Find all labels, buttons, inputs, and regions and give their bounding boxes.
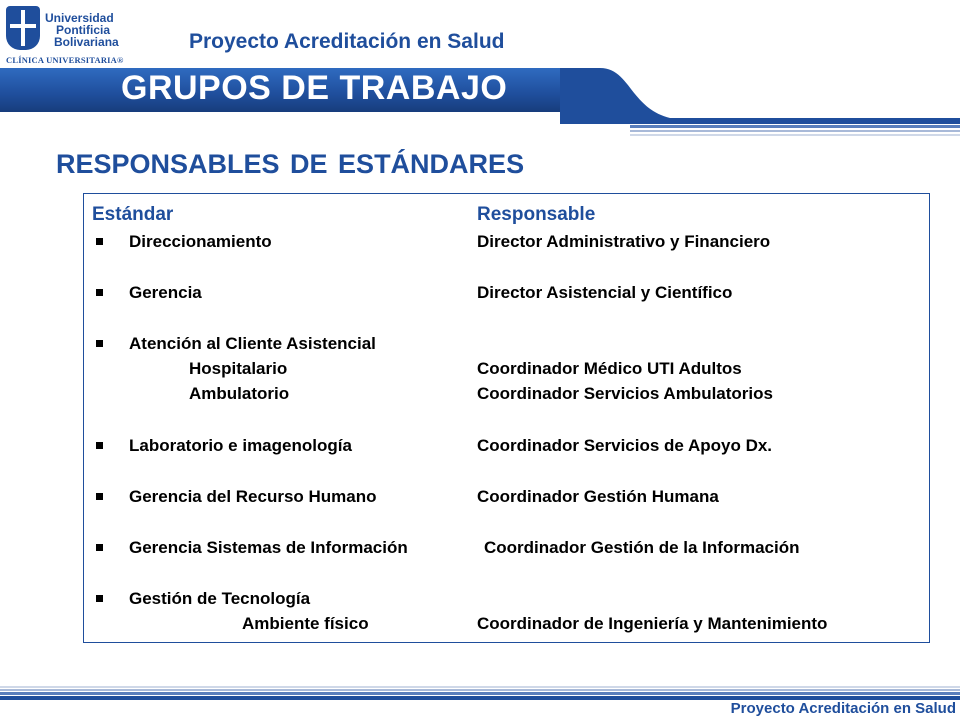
university-logo [4,4,134,64]
responsable-gerencia: Director Asistencial y Científico [477,283,733,302]
estandar-laboratorio: Laboratorio e imagenología [129,436,352,455]
responsable-hospitalario: Coordinador Médico UTI Adultos [477,359,742,378]
responsable-ambulatorio: Coordinador Servicios Ambulatorios [477,384,773,403]
logo-line-1: Universidad [45,11,114,25]
main-title: GRUPOS DE TRABAJO [121,69,508,107]
footer-band [0,686,960,700]
responsable-laboratorio: Coordinador Servicios de Apoyo Dx. [477,436,773,455]
logo-clinica: CLÍNICA UNIVERSITARIA® [6,55,124,65]
responsable-sistemas-informacion: Coordinador Gestión de la Información [484,538,800,557]
column-header-estandar: Estándar [92,204,174,225]
footer-text: Proyecto Acreditación en Salud [730,700,956,717]
standards-table [83,193,930,643]
bullet-icon [96,442,103,449]
bullet-icon [96,544,103,551]
responsable-direccionamiento: Director Administrativo y Financiero [477,232,771,251]
estandar-gerencia: Gerencia [129,283,202,302]
shield-icon [6,6,40,50]
bullet-icon [96,340,103,347]
header-title: Proyecto Acreditación en Salud [189,30,505,53]
bullet-icon [96,238,103,245]
estandar-ambiente-fisico: Ambiente físico [242,614,369,633]
estandar-atencion-cliente: Atención al Cliente Asistencial [129,334,376,353]
estandar-hospitalario: Hospitalario [189,359,288,378]
bullet-icon [96,289,103,296]
title-band-tail [560,68,960,138]
column-header-responsable: Responsable [477,204,596,225]
logo-line-2: Pontificia [56,23,111,37]
responsable-ambiente-fisico: Coordinador de Ingeniería y Mantenimiento [477,614,828,633]
bullet-icon [96,493,103,500]
estandar-recurso-humano: Gerencia del Recurso Humano [129,487,377,506]
estandar-direccionamiento: Direccionamiento [129,232,272,251]
logo-line-3: Bolivariana [54,35,119,49]
responsable-recurso-humano: Coordinador Gestión Humana [477,487,719,506]
estandar-sistemas-informacion: Gerencia Sistemas de Información [129,538,408,557]
bullet-icon [96,595,103,602]
estandar-gestion-tecnologia: Gestión de Tecnología [129,589,311,608]
section-subtitle: RESPONSABLES DE ESTÁNDARES [56,149,525,179]
estandar-ambulatorio: Ambulatorio [189,384,290,403]
